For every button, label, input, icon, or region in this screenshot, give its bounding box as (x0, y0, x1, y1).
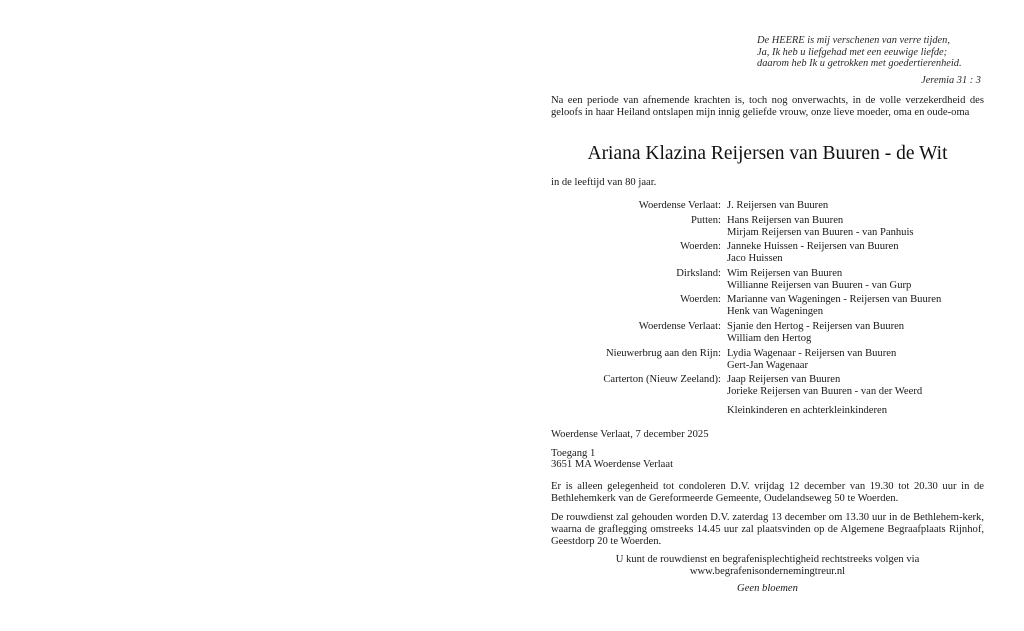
relative-group (551, 374, 984, 398)
age-line: in de leeftijd van 80 jaar. (551, 177, 657, 188)
relative-name: Sjanie den Hertog - Reijersen van Buuren (727, 320, 905, 332)
website-link[interactable]: www.begrafenisondernemingtreur.nl (689, 566, 846, 577)
relative-names (727, 294, 941, 318)
relative-name: Lydia Wagenaar - Reijersen van Buuren (727, 347, 897, 359)
follow-online (551, 554, 984, 578)
relative-group (551, 348, 984, 372)
relative-place: Carterton (Nieuw Zeeland): (603, 374, 721, 386)
relative-name: Wim Reijersen van Buuren (727, 267, 843, 279)
relative-names (727, 241, 899, 265)
relative-name: Jaco Huissen (727, 253, 783, 265)
relative-name: Gert-Jan Wagenaar (727, 359, 809, 371)
follow-online-text: U kunt de rouwdienst en begrafenisplechtigheid rechtstreeks volgen via (615, 554, 920, 565)
relative-name: Mirjam Reijersen van Buuren - van Panhuis (727, 226, 914, 238)
relative-names (727, 348, 896, 372)
relative-group (551, 215, 984, 239)
relative-name: Willianne Reijersen van Buuren - van Gurp (727, 279, 912, 291)
service-text: De rouwdienst zal gehouden worden D.V. zaterdag 13 december om 13.30 uur in de Bethlehem-kerk, waarna de graflegging omstreeks 14.45 uur zal plaatsvinden op de Algemene Begraafplaats Rijnhof, Geestdorp 20 te Woerden. (551, 512, 984, 547)
relative-name: Jorieke Reijersen van Buuren - van der Weerd (727, 386, 923, 398)
relative-place: Woerden: (680, 241, 721, 253)
relative-name: Jaap Reijersen van Buuren (727, 374, 841, 386)
relatives-list (551, 200, 984, 401)
relative-name: Hans Reijersen van Buuren (727, 214, 844, 226)
verse-line: Ja, Ik heb u liefgehad met een eeuwige liefde; (757, 46, 948, 58)
relative-name: William den Hertog (727, 332, 812, 344)
condolence-text: Er is alleen gelegenheid tot condoleren D.V. vrijdag 12 december van 19.30 tot 20.30 uur in de Bethlehemkerk van de Gereformeerde Gemeente, Oudelandseweg 50 te Woerden. (551, 481, 984, 504)
relative-name: Marianne van Wageningen - Reijersen van Buuren (727, 294, 942, 306)
address-line: Toegang 1 (551, 448, 596, 459)
relative-names (727, 200, 828, 212)
relative-name: Henk van Wageningen (727, 306, 824, 318)
no-flowers-note: Geen bloemen (737, 583, 798, 594)
grandchildren-line: Kleinkinderen en achterkleinkinderen (727, 405, 888, 416)
relative-group (551, 268, 984, 292)
relative-place: Nieuwerbrug aan den Rijn: (605, 347, 721, 359)
relative-group (551, 241, 984, 265)
relative-names (727, 268, 911, 292)
relative-group (551, 200, 984, 212)
relative-name: Janneke Huissen - Reijersen van Buuren (727, 241, 899, 253)
intro-text: Na een periode van afnemende krachten is, toch nog onverwachts, in de volle verzekerdheid des geloofs in haar Heiland ontslapen mijn innig geliefde vrouw, onze lieve moeder, oma en oude-oma (551, 95, 984, 118)
relative-names (727, 374, 922, 398)
relative-place: Woerdense Verlaat: (638, 320, 721, 332)
relative-place: Woerden: (680, 294, 721, 306)
verse-reference: Jeremia 31 : 3 (921, 75, 981, 86)
verse-line: daarom heb Ik u getrokken met goedertierenheid. (757, 58, 962, 70)
relative-place: Woerdense Verlaat: (638, 200, 721, 211)
relative-place: Putten: (690, 214, 721, 226)
deceased-name: Ariana Klazina Reijersen van Buuren - de Wit (587, 143, 948, 164)
relative-name: J. Reijersen van Buuren (727, 200, 829, 211)
relative-group (551, 294, 984, 318)
date-line: Woerdense Verlaat, 7 december 2025 (551, 429, 709, 440)
verse-line: De HEERE is mij verschenen van verre tijden, (757, 35, 950, 46)
relative-place: Dirksland: (676, 267, 721, 279)
relative-names (727, 321, 904, 345)
address-line: 3651 MA Woerdense Verlaat (551, 459, 674, 470)
address-block (551, 448, 673, 470)
relative-names (727, 215, 914, 239)
relative-group (551, 321, 984, 345)
bible-verse (757, 35, 962, 70)
